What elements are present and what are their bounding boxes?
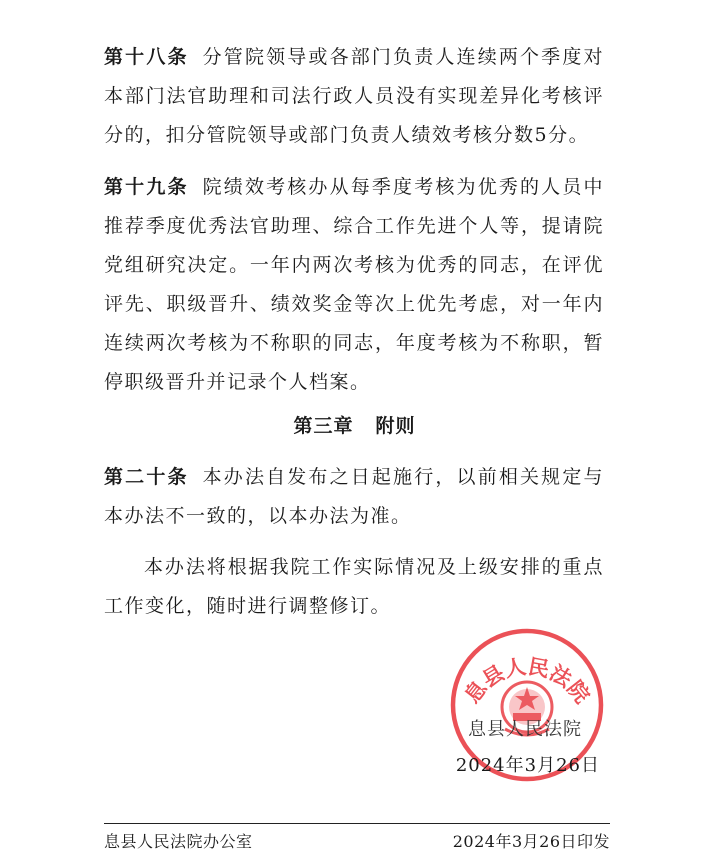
signature-block	[450, 716, 600, 780]
footer-issue-date: 2024年3月26日印发	[452, 832, 610, 851]
chapter-number: 第三章	[293, 415, 354, 437]
signature-date: 2024年3月26日	[455, 755, 600, 776]
article-19	[104, 168, 604, 402]
article-text: 院绩效考核办从每季度考核为优秀的人员中推荐季度优秀法官助理、综合工作先进个人等，提请院党组研究决定。一年内两次考核为优秀的同志，在评优评先、职级晋升、绩效奖金等次上优先考虑，对一年内连续两次考核为不称职的同志，年度考核为不称职，暂停职级晋升并记录个人档案。	[104, 176, 604, 393]
article-number: 第十八条	[104, 46, 189, 68]
signature-organization: 息县人民法院	[468, 719, 582, 740]
article-text: 本办法自发布之日起施行，以前相关规定与本办法不一致的，以本办法为准。	[104, 466, 604, 527]
article-text: 分管院领导或各部门负责人连续两个季度对本部门法官助理和司法行政人员没有实现差异化考核评分的，扣分管院领导或部门负责人绩效考核分数5分。	[104, 46, 604, 146]
chapter-heading	[0, 407, 709, 446]
closing-paragraph: 本办法将根据我院工作实际情况及上级安排的重点工作变化，随时进行调整修订。	[104, 556, 604, 617]
article-20	[104, 458, 604, 536]
footer-divider	[104, 823, 610, 824]
chapter-title: 附则	[375, 415, 416, 437]
seal-text: 息县人民法院	[459, 654, 595, 708]
article-18	[104, 38, 604, 155]
footer-issuer: 息县人民法院办公室	[104, 832, 253, 851]
article-number: 第二十条	[104, 466, 189, 488]
article-number: 第十九条	[104, 176, 189, 198]
